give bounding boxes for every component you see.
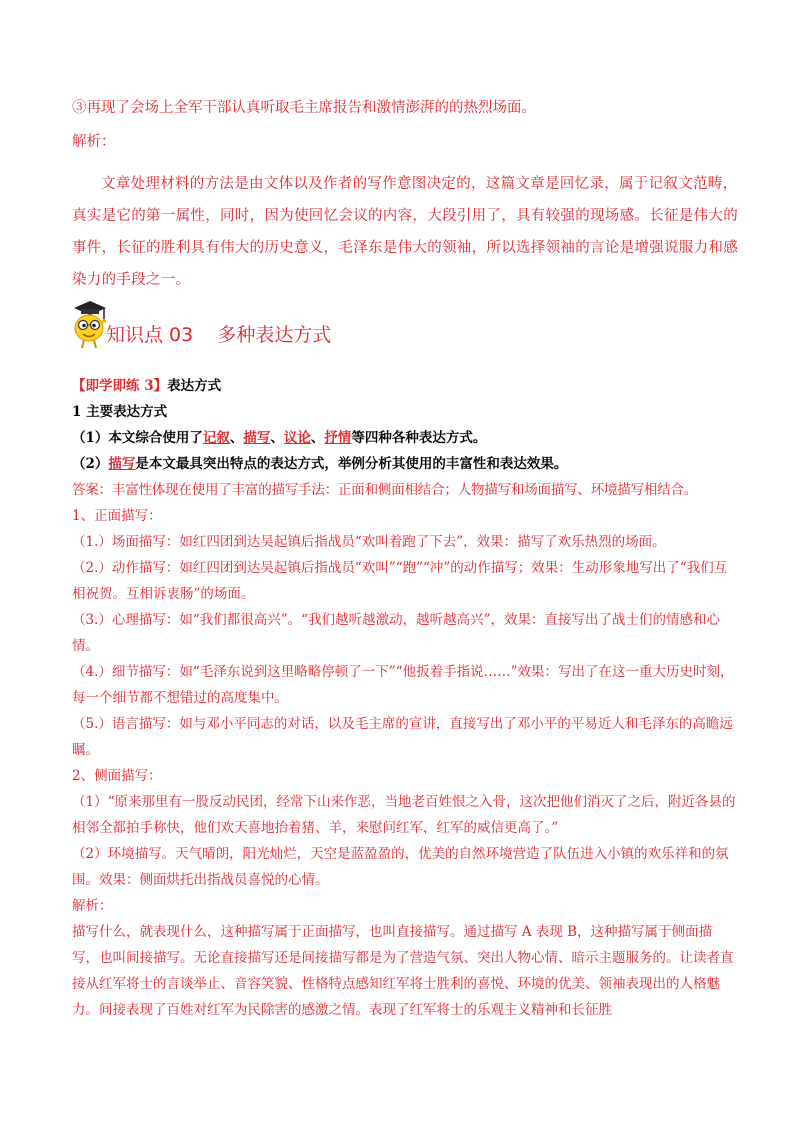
front-item-3: （3.）心理描写：如“我们都很高兴”。“我们越听越激动，越听越高兴”，效果：直接写出了战士们的情感和心情。 [72, 612, 720, 654]
analysis-label: 解析： [72, 134, 116, 150]
section-title: 知识点 03 多种表达方式 [106, 324, 332, 346]
front-description-title: 1、正面描写： [72, 508, 162, 524]
term-lyric: 抒情 [324, 430, 352, 446]
practice-block [72, 373, 738, 1023]
front-item-5: （5.）语言描写：如与邓小平同志的对话，以及毛主席的宣讲，直接写出了邓小平的平易近人和毛泽东的高瞻远瞩。 [72, 716, 733, 758]
question-1 [72, 425, 738, 451]
item-3-text: ③再现了会场上全军干部认真听取毛主席报告和激情澎湃的的热烈场面。 [72, 100, 536, 116]
term-description-highlight: 描写 [108, 456, 136, 472]
graduate-mascot-icon [70, 298, 110, 350]
question-1-prefix: （1）本文综合使用了 [72, 430, 203, 446]
analysis-label-2: 解析： [72, 898, 113, 914]
practice-bracket-label: 【即学即练 3】 [72, 378, 168, 394]
side-description-title: 2、侧面描写： [72, 768, 162, 784]
answer-line: 答案：丰富性体现在使用了丰富的描写手法：正面和侧面相结合；人物描写和场面描写、环境描写相结合。 [72, 482, 698, 498]
term-description: 描写 [243, 430, 271, 446]
question-1-suffix: 等四种各种表达方式。 [351, 430, 487, 446]
analysis-paragraph: 文章处理材料的方法是由文体以及作者的写作意图决定的，这篇文章是回忆录，属于记叙文范畴，真实是它的第一属性，同时，因为使回忆会议的内容，大段引用了，具有较强的现场感。长征是伟大的事件，长征的胜利具有伟大的历史意义，毛泽东是伟大的领袖，所以选择领袖的言论是增强说服力和感染力的手段之一。 [72, 176, 738, 288]
separator: 、 [270, 430, 284, 446]
separator: 、 [229, 430, 244, 446]
front-item-4: （4.）细节描写：如“毛泽东说到这里略略停顿了一下”“他扳着手指说……”效果：写出了在这一重大历史时刻，每一个细节都不想错过的高度集中。 [72, 664, 734, 706]
side-item-1: （1）“原来那里有一股反动民团，经常下山来作恶，当地老百姓恨之入骨，这次把他们消灭了之后，附近各县的相邻全都拍手称快，他们欢天喜地抬着猪、羊，来慰问红军，红军的威信更高了。” [72, 794, 736, 836]
practice-bracket-suffix: 表达方式 [167, 378, 222, 394]
subheading-main-methods: 1 主要表达方式 [72, 404, 168, 420]
section-heading [72, 302, 472, 352]
term-argument: 议论 [283, 430, 311, 446]
side-item-2: （2）环境描写。天气晴朗，阳光灿烂，天空是蓝盈盈的，优美的自然环境营造了队伍进入小镇的欢乐祥和的氛围。效果：侧面烘托出指战员喜悦的心情。 [72, 846, 729, 888]
analysis-paragraph-2: 描写什么，就表现什么，这种描写属于正面描写，也叫直接描写。通过描写 A 表现 B，这种描写属于侧面描写，也叫间接描写。无论直接描写还是间接描写都是为了营造气氛、突出人物心情、暗示主题服务的。让读者直接从红军将士的言谈举止、音容笑貌、性格特点感知红军将士胜利的喜悦、环境的优美、领袖表现出的人格魅力。间接表现了百姓对红军为民除害的感激之情。表现了红军将士的乐观主义精神和长征胜 [72, 924, 734, 1018]
term-narration: 记叙 [202, 430, 230, 446]
front-item-1: （1.）场面描写：如红四团到达吴起镇后指战员“欢叫着跑了下去”，效果：描写了欢乐热烈的场面。 [72, 534, 666, 550]
practice-heading [72, 373, 738, 399]
question-2 [72, 451, 738, 477]
question-2-prefix: （2） [72, 456, 109, 472]
separator: 、 [310, 430, 325, 446]
question-2-suffix: 是本文最具突出特点的表达方式，举例分析其使用的丰富性和表达效果。 [135, 456, 568, 472]
front-item-2: （2.）动作描写：如红四团到达吴起镇后指战员“欢叫”“跑”“冲”的动作描写；效果：生动形象地写出了“我们互相祝贺。互相诉衷肠”的场面。 [72, 560, 728, 602]
